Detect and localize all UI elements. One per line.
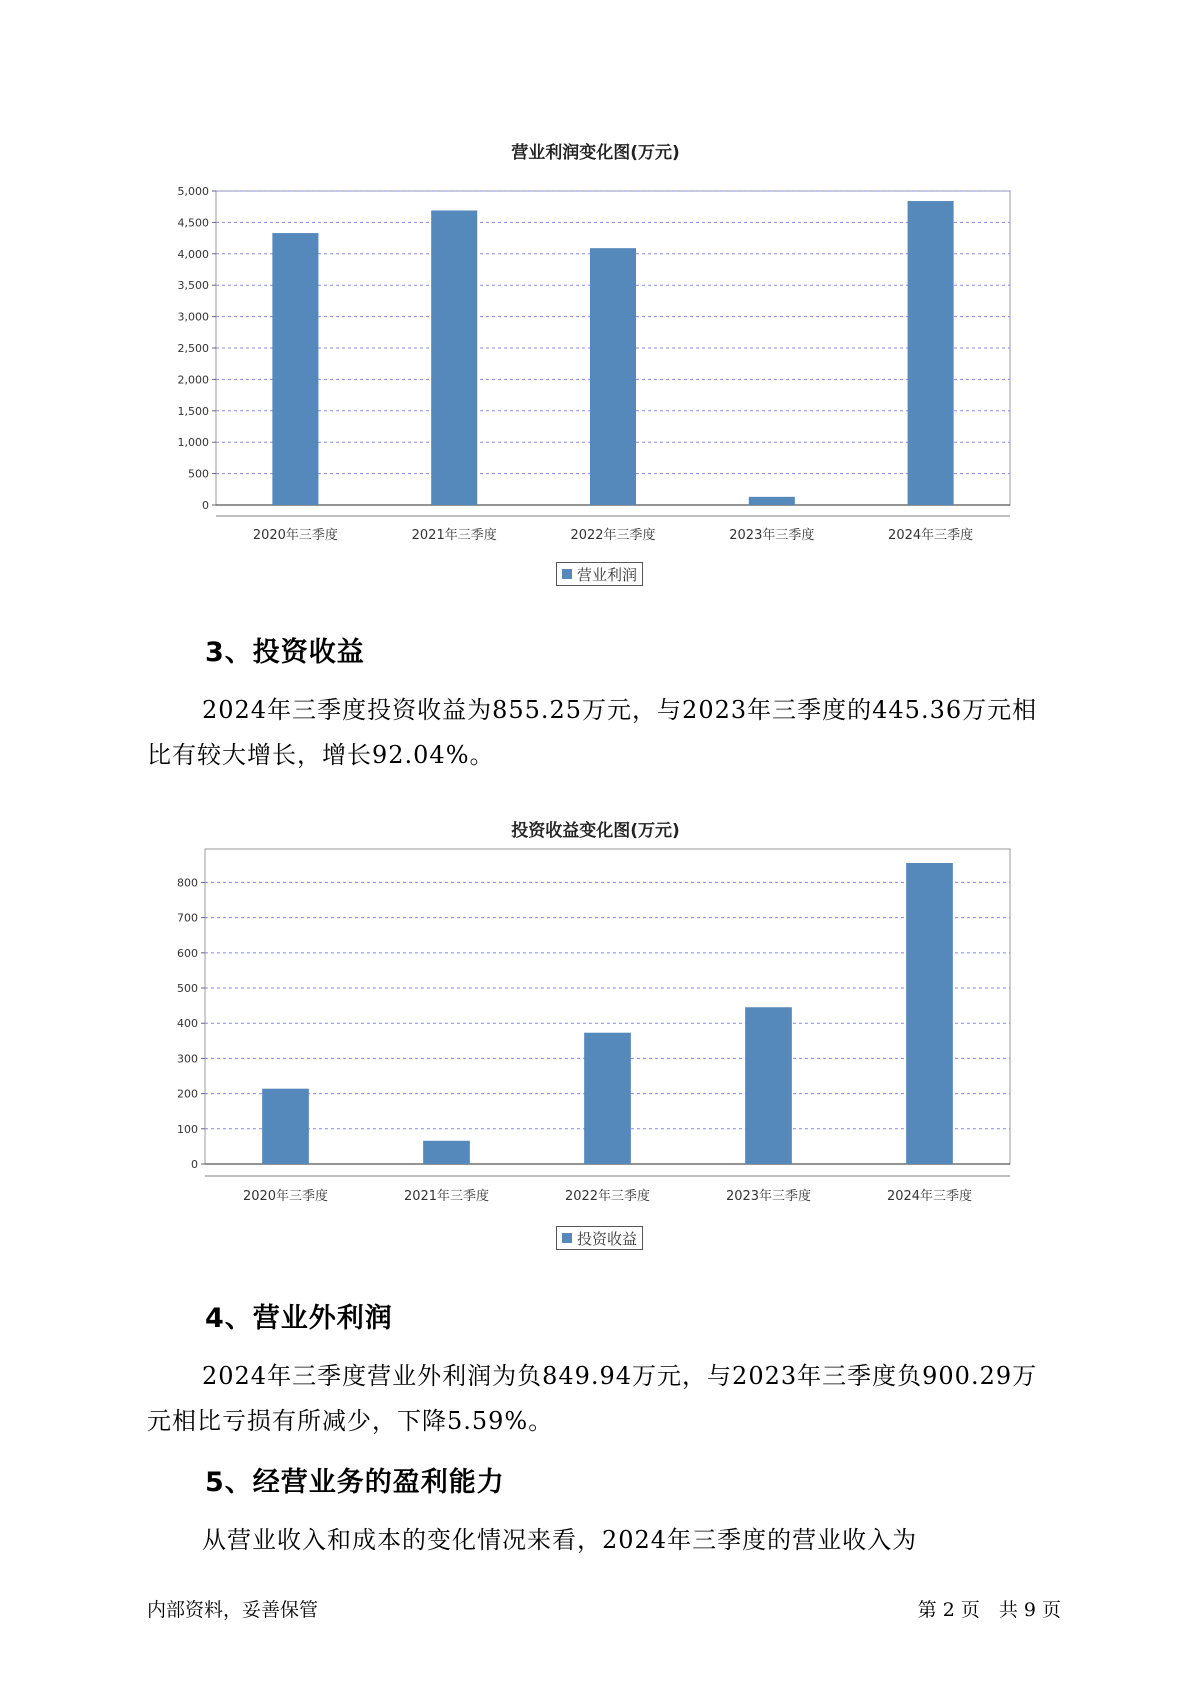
chart2-bar-2: [584, 1033, 631, 1164]
chart2-x-tick-label: 2021年三季度: [403, 1189, 490, 1204]
chart1-y-tick-label: 0: [202, 499, 209, 512]
chart1-y-tick-label: 3,500: [177, 279, 209, 293]
chart1-y-tick-label: 4,500: [177, 216, 209, 230]
footer-page-number: 第 2 页 共 9 页: [917, 1599, 1061, 1621]
chart2-y-tick-label: 200: [177, 1087, 198, 1101]
chart2-y-tick-label: 600: [177, 946, 198, 960]
chart1-x-tick-label: 2024年三季度: [888, 528, 974, 543]
footer-left: 内部资料，妥善保管: [147, 1599, 319, 1621]
chart2-x-tick-label: 2024年三季度: [886, 1189, 973, 1204]
section3-paragraph: 2024年三季度投资收益为855.25万元，与2023年三季度的445.36万元相比有较大增长，增长92.04%。: [147, 696, 1038, 769]
chart2-bar-4: [906, 863, 953, 1164]
chart2-y-tick-label: 800: [177, 876, 198, 890]
chart2-bar-1: [423, 1141, 470, 1164]
chart1-legend-label: 营业利润: [577, 565, 638, 584]
chart1-y-tick-label: 1,500: [177, 404, 209, 418]
chart2-x-tick-label: 2023年三季度: [725, 1189, 812, 1204]
chart2-y-tick-label: 500: [177, 982, 198, 996]
chart1-y-tick-label: 2,000: [177, 373, 209, 387]
chart2-title: 投资收益变化图(万元): [511, 821, 680, 841]
chart1-y-tick-label: 4,000: [177, 247, 209, 261]
chart2-legend-label: 投资收益: [577, 1229, 638, 1248]
chart2-y-tick-label: 300: [177, 1052, 198, 1066]
chart1-y-tick-label: 2,500: [177, 342, 209, 355]
section4-heading: 4、营业外利润: [205, 1303, 393, 1334]
legend-swatch: [562, 1233, 572, 1243]
chart2-y-tick-label: 400: [177, 1017, 198, 1031]
chart1-y-tick-label: 1,000: [177, 436, 209, 450]
chart2-bar-3: [745, 1007, 792, 1164]
chart2-legend: [556, 1226, 643, 1250]
chart2-bar-0: [262, 1089, 309, 1164]
chart1-x-tick-label: 2023年三季度: [729, 528, 815, 543]
section5-paragraph: 从营业收入和成本的变化情况来看，2024年三季度的营业收入为: [202, 1526, 918, 1554]
chart1-x-tick-label: 2021年三季度: [411, 528, 497, 543]
chart1-y-tick-label: 5,000: [177, 185, 209, 198]
section3-heading: 3、投资收益: [205, 637, 365, 668]
chart1-x-tick-label: 2022年三季度: [570, 528, 656, 543]
chart1-y-tick-label: 3,000: [177, 310, 209, 324]
chart1-y-tick-label: 500: [188, 467, 209, 481]
chart2-y-tick-label: 100: [177, 1122, 198, 1136]
chart1-title: 营业利润变化图(万元): [511, 143, 680, 163]
section5-heading: 5、经营业务的盈利能力: [205, 1467, 505, 1498]
chart2-y-tick-label: 0: [191, 1158, 198, 1171]
chart2-y-tick-label: 700: [177, 911, 198, 925]
chart2-x-tick-label: 2020年三季度: [242, 1189, 329, 1204]
chart2-x-tick-label: 2022年三季度: [564, 1189, 651, 1204]
section4-paragraph: 2024年三季度营业外利润为负849.94万元，与2023年三季度负900.29万元相比亏损有所减少，下降5.59%。: [147, 1362, 1038, 1435]
chart1-x-tick-label: 2020年三季度: [252, 528, 338, 543]
